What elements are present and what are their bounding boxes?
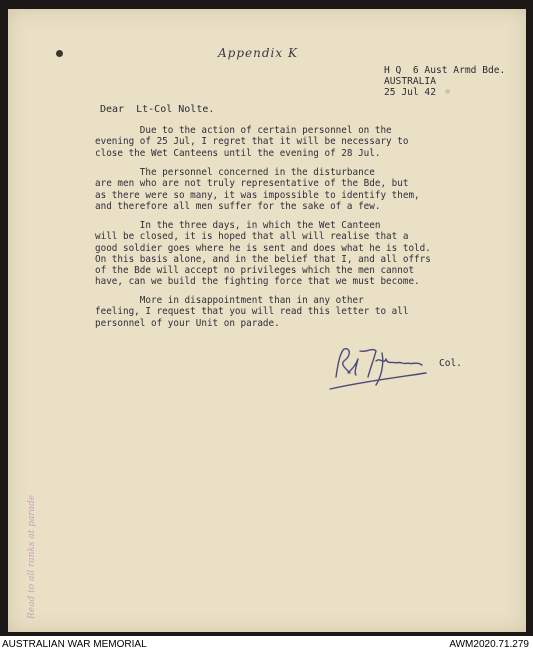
punch-hole bbox=[56, 50, 63, 57]
text-line: and therefore all men suffer for the sake of a few. bbox=[95, 200, 381, 212]
text-line: as there were so many, it was impossible to identify them, bbox=[95, 189, 420, 201]
letterhead-unit: H Q 6 Aust Armd Bde. bbox=[384, 65, 506, 76]
paragraph-3 bbox=[95, 220, 467, 288]
text-line: will be closed, it is hoped that all will realise that a bbox=[95, 231, 409, 243]
text-line: have, can we build the fighting force that we must become. bbox=[95, 276, 420, 288]
text-line: Due to the action of certain personnel on the bbox=[95, 125, 392, 136]
signature-title: Col. bbox=[439, 358, 462, 369]
letterhead-date: 25 Jul 42 bbox=[384, 87, 436, 98]
margin-note: Read to all ranks at parade bbox=[27, 494, 37, 619]
text-line: personnel of your Unit on parade. bbox=[95, 317, 280, 329]
text-line: In the three days, in which the Wet Canteen bbox=[95, 220, 381, 231]
text-line: More in disappointment than in any other bbox=[95, 295, 364, 306]
text-line: On this basis alone, and in the belief that I, and all offrs bbox=[95, 253, 431, 265]
text-line: good soldier goes where he is sent and does what he is told. bbox=[95, 242, 431, 254]
salutation: Dear Lt-Col Nolte. bbox=[100, 104, 215, 115]
paragraph-4 bbox=[95, 295, 467, 329]
paragraph-2 bbox=[95, 167, 467, 212]
appendix-annotation: Appendix K bbox=[218, 46, 298, 60]
text-line: close the Wet Canteens until the evening of 28 Jul. bbox=[95, 147, 381, 159]
text-line: of the Bde will accept no privileges which the men cannot bbox=[95, 265, 415, 277]
footer-accession: AWM2020.71.279 bbox=[449, 639, 529, 650]
text-line: The personnel concerned in the disturbance bbox=[95, 167, 375, 178]
footer-source: AUSTRALIAN WAR MEMORIAL bbox=[2, 639, 147, 650]
handwritten-signature bbox=[326, 343, 436, 395]
text-line: are men who are not truly representative of the Bde, but bbox=[95, 178, 409, 190]
text-line: evening of 25 Jul, I regret that it will be necessary to bbox=[95, 136, 409, 148]
letterhead-country: AUSTRALIA bbox=[384, 76, 436, 87]
paragraph-1 bbox=[95, 125, 467, 159]
letterhead bbox=[384, 65, 505, 98]
footer bbox=[0, 639, 533, 653]
text-line: feeling, I request that you will read this letter to all bbox=[95, 306, 409, 318]
letter-page bbox=[8, 9, 526, 632]
